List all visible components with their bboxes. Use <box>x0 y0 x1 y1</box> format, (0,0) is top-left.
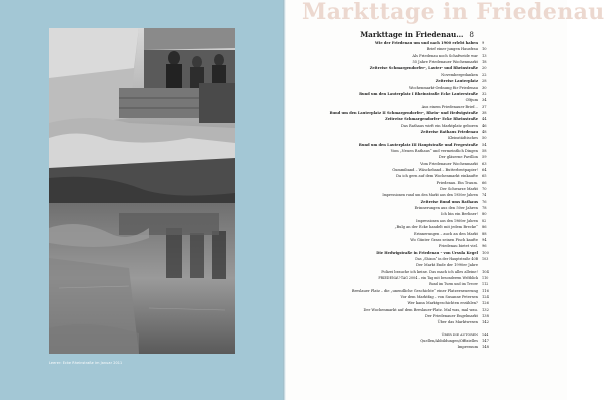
toc-entry-page-number: 58 <box>482 148 487 153</box>
toc-entry-title: Die Hedwigstraße in Friedenau – von Ursula Kegel <box>376 250 478 255</box>
toc-entry <box>286 263 482 268</box>
toc-entry-page-number: 38 <box>482 110 487 115</box>
toc-entry-page-number: 22 <box>482 72 487 77</box>
toc-entry-title: Als Friedenau noch Schafweide war <box>412 53 478 58</box>
toc-entry <box>286 200 487 205</box>
toc-entry-title: Über das Marktwesen <box>437 320 478 325</box>
toc-entry-title: 55 Jahre Friedenauer Wochenmarkt <box>412 60 478 64</box>
toc-entry <box>286 54 487 59</box>
toc-entry-title: Erinnerungen – auch an den Markt <box>414 231 478 236</box>
toc-entry <box>286 117 487 122</box>
toc-entry-page-number: 10 <box>482 47 487 52</box>
toc-entry-page-number: 142 <box>482 320 489 325</box>
toc-entry-page-number: 65 <box>482 174 487 179</box>
toc-entry-page-number: 28 <box>482 79 487 84</box>
toc-entry-page-number: 110 <box>482 275 489 280</box>
toc-entry-title: Gummiband – Wäscheband – Butterbrotpapier! <box>392 168 478 172</box>
toc-entry-page-number: 103 <box>482 256 489 261</box>
toc-entry <box>286 193 486 198</box>
toc-entry-title: Vom Friedenauer Wochenmarkt <box>420 161 478 166</box>
toc-entry-title: Der Markt Ende der 1990er Jahre <box>416 263 478 268</box>
toc-entry-title: Zeitreise Rathaus Friedenau <box>420 129 478 134</box>
toc-entry <box>286 206 487 211</box>
toc-entry <box>286 225 487 230</box>
toc-entry-title: Wie der Friedenau um und nach 1900 erlebt haben <box>375 41 478 45</box>
toc-entry-page-number: 80 <box>482 212 487 217</box>
toc-entry-title: Impressionen aus den 1960er Jahren <box>416 218 478 223</box>
toc-entry <box>286 66 487 71</box>
toc-entry-title: Quellen/Abbildungen/Offizielles <box>420 338 478 343</box>
toc-entry-title: Oltjum <box>465 98 478 103</box>
toc-title <box>286 30 474 39</box>
toc-entry-page-number: 104 <box>482 269 489 274</box>
toc-entry-title: Rund im Turm und im Trecer <box>429 282 478 287</box>
page-watermark: Markttage in Friedenau <box>302 0 605 25</box>
toc-entry-title: „Bulg an der Ecke handelt mit jedem Brecke“ <box>394 225 478 230</box>
toc-entry <box>286 276 488 281</box>
right-page <box>286 0 605 400</box>
toc-entry <box>286 289 489 294</box>
toc-entry-page-number: 112 <box>482 282 489 287</box>
toc-entry-page-number: 147 <box>482 338 489 343</box>
toc-entry-title: Da ich gern auf dem Wochenmarkt einkaufte <box>396 174 478 179</box>
toc-entry-title: Vom „Neuen Rathaus“ und vermeintlich Dingen <box>390 148 478 153</box>
toc-entry <box>286 136 487 141</box>
toc-entry-page-number: 44 <box>482 117 487 122</box>
photo-caption: Leerer: Ecke Rheinstraße im Januar 2011 <box>49 361 123 365</box>
toc-entry <box>286 314 489 319</box>
toc-entry-title: Brief einer jungen Hausfrau <box>426 47 478 52</box>
toc-entry-page-number: 9 <box>482 41 485 45</box>
toc-entry <box>286 60 487 65</box>
toc-entry <box>286 130 487 135</box>
toc-entry <box>286 92 487 97</box>
toc-title-page-number: 8 <box>469 30 474 39</box>
toc-entry-title: Impressum <box>457 345 478 350</box>
toc-entry-page-number: 70 <box>482 187 487 191</box>
toc-entry <box>286 270 489 275</box>
toc-entry-title: Ich bin ein Berliner! <box>441 212 478 217</box>
toc-entry-title: Impressionen rund um den Markt aus den 1950er Jahren <box>382 193 478 198</box>
toc-entry-title: Der Friedenauer Engelmarkt <box>425 314 478 318</box>
toc-entry <box>286 79 487 84</box>
toc-entry <box>286 244 487 249</box>
toc-entry-page-number: 48 <box>482 129 487 134</box>
toc-entry <box>286 174 487 179</box>
toc-entry <box>286 124 487 129</box>
toc-entry <box>286 187 487 192</box>
toc-entry-title: Das „Shizon“ in der Hauptstraße 40B <box>415 256 478 261</box>
toc-entry-title: Der gläserne Pavillon <box>438 155 478 160</box>
toc-entry-title: ÜBER DIE AUTOREN <box>441 332 478 337</box>
market-photo-image <box>49 28 235 354</box>
toc-entry-page-number: 34 <box>482 98 487 103</box>
toc-entry-page-number: 46 <box>482 123 487 128</box>
toc-entry-page-number: 63 <box>482 161 487 166</box>
toc-entry-title: Zeitreise Schmargendorfer-, Lauter- und Rheinstraße <box>369 66 478 71</box>
toc-entry <box>286 345 489 350</box>
toc-entry-page-number: 54 <box>482 142 487 147</box>
toc-entry-title: Rund um den Lauterplatz III Hauptstraße und Fregestraße <box>358 142 478 147</box>
toc-entry-page-number: 126 <box>482 301 489 306</box>
toc-entry-title: Polizei brauche ich keine. Das mach ich alles alleine! <box>381 269 478 274</box>
toc-entry <box>286 98 487 103</box>
toc-entry-page-number: 132 <box>482 307 489 312</box>
toc-entry-title: Der Schwarze Markt <box>440 187 478 191</box>
toc-entry <box>286 111 487 116</box>
toc-entry <box>286 308 489 313</box>
toc-entry-title: Kleinstädtisches <box>448 136 478 141</box>
toc-entry-title: Das Rathaus wirft ein Marktplatz geboren <box>400 123 478 128</box>
toc-entry-page-number: 66 <box>482 180 487 185</box>
toc-entry-title: Zeitreise Lauterplatz <box>435 79 478 84</box>
toc-entry-page-number: 96 <box>482 244 487 249</box>
toc-entry <box>286 238 487 243</box>
toc-entry-title: Zeitreise Schmargendorfer- Ecke Rheinstraße <box>385 117 478 122</box>
toc-entry-page-number: 124 <box>482 295 489 299</box>
toc-entry-page-number: 50 <box>482 136 487 141</box>
toc-entry-page-number: 64 <box>482 168 487 172</box>
toc-entry <box>286 41 484 46</box>
toc-title-text: Markttage in Friedenau… <box>360 30 464 39</box>
toc-entry-title: Wer kann Marktgeschichten erzählen? <box>407 301 478 306</box>
toc-entry-page-number: 144 <box>482 332 489 337</box>
toc-entry <box>286 320 489 325</box>
toc-entry <box>286 155 487 160</box>
toc-entry <box>286 143 487 148</box>
toc-entry-page-number: 76 <box>482 199 487 204</box>
toc-entry <box>286 86 487 91</box>
toc-entry-page-number: 32 <box>482 91 487 96</box>
toc-entry-page-number: 94 <box>482 237 487 242</box>
toc-entry-title: Rund um den Lauterplatz II Schmargendorfer-, Rhein- und Hedwigstraße <box>329 110 478 115</box>
toc-entry-title: Aus einem Friedenauer Brief… <box>421 104 478 109</box>
toc-entry <box>286 219 486 224</box>
toc-entry <box>286 105 487 110</box>
toc-entry-page-number: 13 <box>482 53 487 58</box>
toc-entry-title: FRIEDENAU-TAG 2004 – ein Tag mit besonderem Weltblick <box>378 275 478 280</box>
toc-entry <box>286 181 487 186</box>
toc-entry-page-number: 20 <box>482 66 487 71</box>
toc-entry <box>286 251 489 256</box>
toc-entry-page-number: 86 <box>482 225 487 230</box>
toc-entry <box>286 232 487 237</box>
toc-entry <box>286 212 487 217</box>
toc-entry-page-number: 59 <box>482 155 487 160</box>
toc-entry-page-number: 100 <box>482 250 489 255</box>
toc-entry-title: Friedenau. Ein Traum. <box>436 180 478 185</box>
toc-entry-title: Rund um den Lauterplatz I Rheinstraße Ecke Lauterstraße <box>359 91 478 96</box>
toc-entry <box>286 339 489 344</box>
toc-entry <box>286 149 487 154</box>
toc-entry-title: Der Wochenmarkt auf dem Breslauer-Platz. Mal was, mal wau. <box>363 307 478 312</box>
toc-entry <box>286 47 487 52</box>
toc-entry <box>286 257 488 262</box>
market-photo <box>49 28 235 354</box>
toc-entry-title: Zeitreise Rund ums Rathaus <box>420 199 478 204</box>
toc-entry-page-number: 138 <box>482 314 489 318</box>
left-page <box>0 0 285 400</box>
toc-entry <box>286 73 487 78</box>
toc-entry-page-number: 148 <box>482 345 489 350</box>
toc-entry-page-number: 37 <box>482 104 487 109</box>
toc-entry-page-number: 74 <box>482 193 487 198</box>
toc-entry-title: Friedenau bietet viel. <box>438 244 478 249</box>
toc-entry-page-number: 88 <box>482 231 487 236</box>
toc-entry-title: Breslauer Platz – die „unendliche Geschichte“ einer Platzerneuerung <box>351 288 478 293</box>
toc-entry-title: Wo Günter Grass seinen Fisch kaufte <box>410 237 478 242</box>
toc-entry <box>286 162 487 167</box>
toc-entry-title: Novembergedanken <box>441 72 478 77</box>
toc-entry <box>286 168 487 173</box>
toc-entry-page-number: 116 <box>482 288 489 293</box>
toc-entry-title: Vor dem Marktfag – von Susanne Petersen <box>400 295 478 299</box>
toc-entry <box>286 295 489 300</box>
toc-entry-page-number: 18 <box>482 60 487 64</box>
toc-entry <box>286 282 488 287</box>
toc-entry-page-number: 30 <box>482 85 487 90</box>
toc-entry-title: Erinnerungen aus den 50er Jahren <box>414 206 478 211</box>
toc-entry-page-number: 82 <box>482 218 487 223</box>
toc-entry <box>286 301 489 306</box>
toc-entry-page-number: 78 <box>482 206 487 211</box>
toc-entry-title: Wochenmarkt-Ordnung für Friedenau <box>408 85 478 90</box>
toc-entry <box>286 333 488 338</box>
